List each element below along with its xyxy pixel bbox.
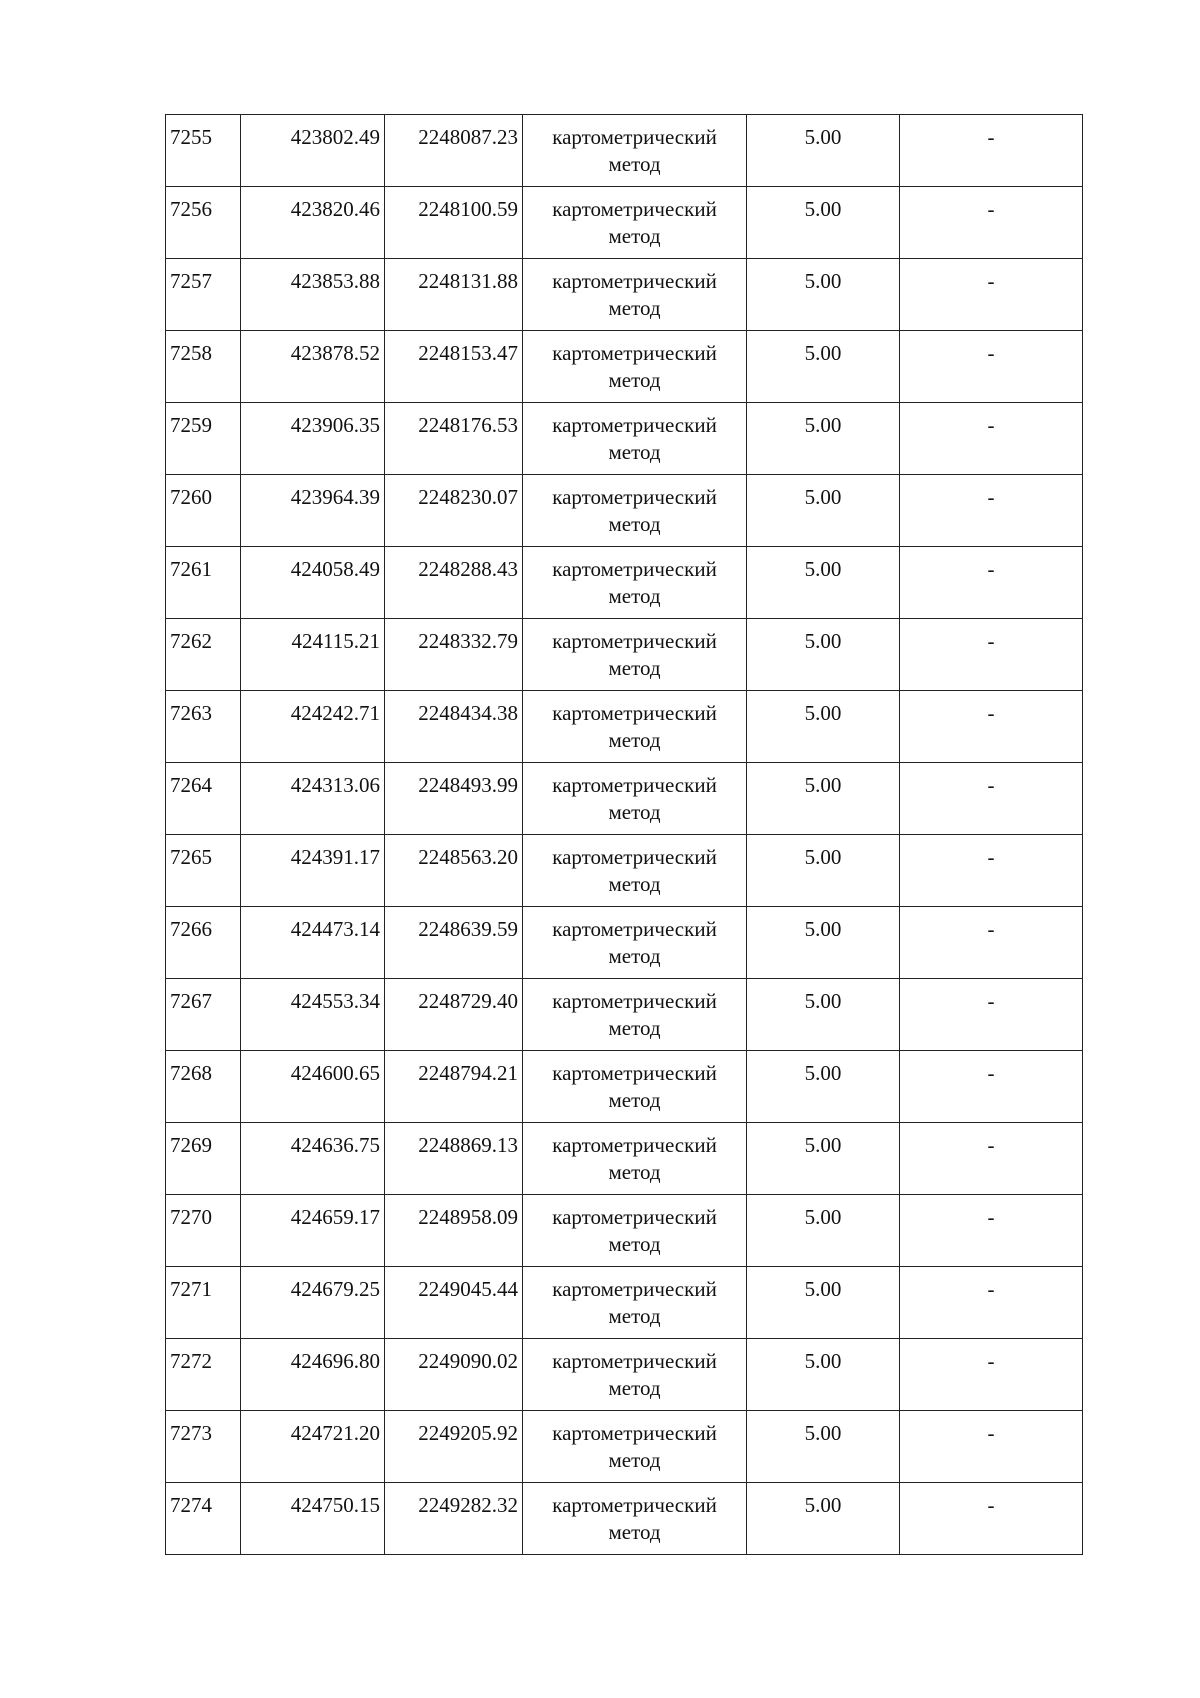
x-coordinate-cell: 424750.15 xyxy=(241,1483,385,1555)
accuracy-cell: 5.00 xyxy=(747,835,900,907)
point-number-cell: 7260 xyxy=(166,475,241,547)
accuracy-cell: 5.00 xyxy=(747,619,900,691)
table-row xyxy=(166,619,1083,691)
method-cell: картометрический метод xyxy=(523,115,747,187)
point-number-cell: 7269 xyxy=(166,1123,241,1195)
x-coordinate-cell: 424473.14 xyxy=(241,907,385,979)
point-number-cell: 7258 xyxy=(166,331,241,403)
x-coordinate-cell: 423964.39 xyxy=(241,475,385,547)
method-cell: картометрический метод xyxy=(523,907,747,979)
point-number-cell: 7265 xyxy=(166,835,241,907)
method-cell: картометрический метод xyxy=(523,1051,747,1123)
y-coordinate-cell: 2248131.88 xyxy=(385,259,523,331)
description-cell: - xyxy=(900,1123,1083,1195)
description-cell: - xyxy=(900,619,1083,691)
method-cell: картометрический метод xyxy=(523,1339,747,1411)
point-number-cell: 7272 xyxy=(166,1339,241,1411)
table-row xyxy=(166,979,1083,1051)
x-coordinate-cell: 424679.25 xyxy=(241,1267,385,1339)
x-coordinate-cell: 423878.52 xyxy=(241,331,385,403)
accuracy-cell: 5.00 xyxy=(747,691,900,763)
y-coordinate-cell: 2248869.13 xyxy=(385,1123,523,1195)
point-number-cell: 7256 xyxy=(166,187,241,259)
accuracy-cell: 5.00 xyxy=(747,979,900,1051)
x-coordinate-cell: 423853.88 xyxy=(241,259,385,331)
table-row xyxy=(166,763,1083,835)
accuracy-cell: 5.00 xyxy=(747,1483,900,1555)
point-number-cell: 7267 xyxy=(166,979,241,1051)
x-coordinate-cell: 424391.17 xyxy=(241,835,385,907)
description-cell: - xyxy=(900,979,1083,1051)
point-number-cell: 7268 xyxy=(166,1051,241,1123)
point-number-cell: 7259 xyxy=(166,403,241,475)
method-cell: картометрический метод xyxy=(523,835,747,907)
table-row xyxy=(166,907,1083,979)
y-coordinate-cell: 2248434.38 xyxy=(385,691,523,763)
accuracy-cell: 5.00 xyxy=(747,547,900,619)
point-number-cell: 7257 xyxy=(166,259,241,331)
x-coordinate-cell: 424636.75 xyxy=(241,1123,385,1195)
method-cell: картометрический метод xyxy=(523,763,747,835)
point-number-cell: 7264 xyxy=(166,763,241,835)
description-cell: - xyxy=(900,907,1083,979)
description-cell: - xyxy=(900,1051,1083,1123)
point-number-cell: 7262 xyxy=(166,619,241,691)
method-cell: картометрический метод xyxy=(523,547,747,619)
y-coordinate-cell: 2249090.02 xyxy=(385,1339,523,1411)
y-coordinate-cell: 2249282.32 xyxy=(385,1483,523,1555)
point-number-cell: 7255 xyxy=(166,115,241,187)
table-row xyxy=(166,475,1083,547)
table-row xyxy=(166,1483,1083,1555)
method-cell: картометрический метод xyxy=(523,979,747,1051)
accuracy-cell: 5.00 xyxy=(747,763,900,835)
description-cell: - xyxy=(900,547,1083,619)
table-row xyxy=(166,1267,1083,1339)
accuracy-cell: 5.00 xyxy=(747,475,900,547)
table-row xyxy=(166,1195,1083,1267)
accuracy-cell: 5.00 xyxy=(747,187,900,259)
accuracy-cell: 5.00 xyxy=(747,115,900,187)
table-row xyxy=(166,115,1083,187)
table-row xyxy=(166,187,1083,259)
accuracy-cell: 5.00 xyxy=(747,331,900,403)
method-cell: картометрический метод xyxy=(523,1267,747,1339)
description-cell: - xyxy=(900,1483,1083,1555)
description-cell: - xyxy=(900,187,1083,259)
description-cell: - xyxy=(900,1267,1083,1339)
x-coordinate-cell: 424553.34 xyxy=(241,979,385,1051)
x-coordinate-cell: 424313.06 xyxy=(241,763,385,835)
table-row xyxy=(166,691,1083,763)
table-row xyxy=(166,403,1083,475)
y-coordinate-cell: 2248493.99 xyxy=(385,763,523,835)
method-cell: картометрический метод xyxy=(523,1123,747,1195)
y-coordinate-cell: 2248230.07 xyxy=(385,475,523,547)
y-coordinate-cell: 2248153.47 xyxy=(385,331,523,403)
description-cell: - xyxy=(900,835,1083,907)
table-row xyxy=(166,835,1083,907)
y-coordinate-cell: 2248288.43 xyxy=(385,547,523,619)
table-row xyxy=(166,259,1083,331)
y-coordinate-cell: 2248729.40 xyxy=(385,979,523,1051)
table-row xyxy=(166,1051,1083,1123)
method-cell: картометрический метод xyxy=(523,259,747,331)
accuracy-cell: 5.00 xyxy=(747,403,900,475)
y-coordinate-cell: 2248087.23 xyxy=(385,115,523,187)
y-coordinate-cell: 2249205.92 xyxy=(385,1411,523,1483)
y-coordinate-cell: 2248176.53 xyxy=(385,403,523,475)
accuracy-cell: 5.00 xyxy=(747,1411,900,1483)
point-number-cell: 7263 xyxy=(166,691,241,763)
description-cell: - xyxy=(900,403,1083,475)
accuracy-cell: 5.00 xyxy=(747,1123,900,1195)
point-number-cell: 7271 xyxy=(166,1267,241,1339)
method-cell: картометрический метод xyxy=(523,1195,747,1267)
method-cell: картометрический метод xyxy=(523,619,747,691)
description-cell: - xyxy=(900,115,1083,187)
x-coordinate-cell: 424242.71 xyxy=(241,691,385,763)
x-coordinate-cell: 424058.49 xyxy=(241,547,385,619)
table-row xyxy=(166,547,1083,619)
point-number-cell: 7266 xyxy=(166,907,241,979)
accuracy-cell: 5.00 xyxy=(747,259,900,331)
description-cell: - xyxy=(900,475,1083,547)
table-row xyxy=(166,1411,1083,1483)
y-coordinate-cell: 2248639.59 xyxy=(385,907,523,979)
accuracy-cell: 5.00 xyxy=(747,1051,900,1123)
method-cell: картометрический метод xyxy=(523,1483,747,1555)
y-coordinate-cell: 2248563.20 xyxy=(385,835,523,907)
accuracy-cell: 5.00 xyxy=(747,907,900,979)
description-cell: - xyxy=(900,691,1083,763)
y-coordinate-cell: 2248100.59 xyxy=(385,187,523,259)
table-row xyxy=(166,1123,1083,1195)
x-coordinate-cell: 424659.17 xyxy=(241,1195,385,1267)
point-number-cell: 7270 xyxy=(166,1195,241,1267)
accuracy-cell: 5.00 xyxy=(747,1267,900,1339)
method-cell: картометрический метод xyxy=(523,331,747,403)
method-cell: картометрический метод xyxy=(523,691,747,763)
x-coordinate-cell: 424696.80 xyxy=(241,1339,385,1411)
x-coordinate-cell: 424600.65 xyxy=(241,1051,385,1123)
method-cell: картометрический метод xyxy=(523,403,747,475)
point-number-cell: 7261 xyxy=(166,547,241,619)
description-cell: - xyxy=(900,1411,1083,1483)
table-row xyxy=(166,1339,1083,1411)
x-coordinate-cell: 423906.35 xyxy=(241,403,385,475)
description-cell: - xyxy=(900,259,1083,331)
x-coordinate-cell: 423802.49 xyxy=(241,115,385,187)
y-coordinate-cell: 2248958.09 xyxy=(385,1195,523,1267)
y-coordinate-cell: 2248332.79 xyxy=(385,619,523,691)
method-cell: картометрический метод xyxy=(523,475,747,547)
accuracy-cell: 5.00 xyxy=(747,1195,900,1267)
y-coordinate-cell: 2249045.44 xyxy=(385,1267,523,1339)
accuracy-cell: 5.00 xyxy=(747,1339,900,1411)
y-coordinate-cell: 2248794.21 xyxy=(385,1051,523,1123)
description-cell: - xyxy=(900,1195,1083,1267)
description-cell: - xyxy=(900,331,1083,403)
description-cell: - xyxy=(900,763,1083,835)
coordinates-table-body xyxy=(166,115,1083,1555)
table-row xyxy=(166,331,1083,403)
x-coordinate-cell: 424115.21 xyxy=(241,619,385,691)
x-coordinate-cell: 424721.20 xyxy=(241,1411,385,1483)
description-cell: - xyxy=(900,1339,1083,1411)
method-cell: картометрический метод xyxy=(523,187,747,259)
point-number-cell: 7274 xyxy=(166,1483,241,1555)
x-coordinate-cell: 423820.46 xyxy=(241,187,385,259)
coordinates-table xyxy=(165,114,1083,1555)
method-cell: картометрический метод xyxy=(523,1411,747,1483)
point-number-cell: 7273 xyxy=(166,1411,241,1483)
